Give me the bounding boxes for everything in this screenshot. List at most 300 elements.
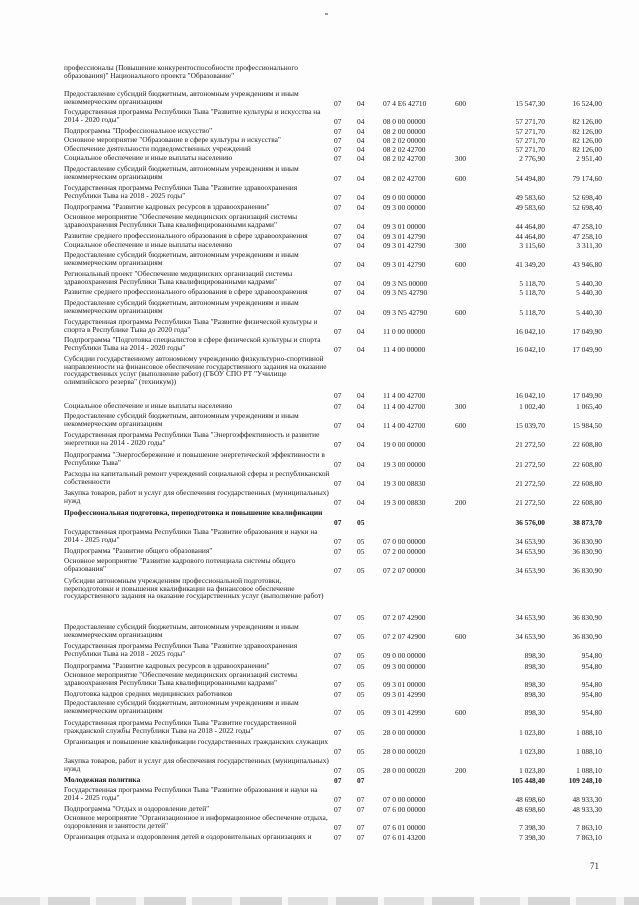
- table-row: [0, 489, 639, 507]
- section-code: 07: [334, 222, 342, 231]
- row-name: Подпрограмма "Подготовка специалистов в сфере физической культуры и спорта Республики Тыва на 2014 - 2020 годы": [64, 335, 321, 352]
- table-row: [0, 108, 639, 126]
- amount-year-1: 7 398,30: [519, 823, 545, 832]
- subsection-code: 07: [357, 795, 365, 804]
- amount-year-2: 15 984,50: [572, 421, 602, 430]
- row-name: Социальное обеспечение и иные выплаты населению: [64, 153, 233, 162]
- subsection-code: 04: [357, 136, 365, 145]
- expense-type-code: 600: [455, 632, 467, 641]
- amount-year-1: 5 118,70: [519, 308, 545, 317]
- section-code: 07: [334, 308, 342, 317]
- target-article-code: 09 3 01 42990: [383, 690, 426, 699]
- row-name: Предоставление субсидий бюджетным, автономным учреждениям и иным некоммерческим организациям: [64, 298, 299, 315]
- table-row: [0, 528, 639, 546]
- table-row: [0, 299, 639, 317]
- target-article-code: 08 2 02 42700: [383, 145, 426, 154]
- target-article-code: 09 3 01 42790: [383, 260, 426, 269]
- row-name: Профессиональная подготовка, переподготовка и повышение квалификации: [64, 508, 323, 517]
- amount-year-1: 49 583,60: [515, 193, 545, 202]
- amount-year-1: 898,30: [524, 651, 545, 660]
- amount-year-1: 57 271,70: [515, 117, 545, 126]
- amount-year-2: 954,80: [581, 690, 602, 699]
- expense-type-code: 300: [455, 241, 467, 250]
- subsection-code: 04: [357, 327, 365, 336]
- target-article-code: 11 4 00 42700: [383, 402, 426, 411]
- target-article-code: 09 3 01 42990: [383, 708, 426, 717]
- section-code: 07: [334, 662, 342, 671]
- section-code: 07: [334, 518, 342, 527]
- target-article-code: 09 3 01 00000: [383, 222, 426, 231]
- target-article-code: 09 3 N5 42790: [383, 288, 428, 297]
- amount-year-1: 21 272,50: [515, 460, 545, 469]
- target-article-code: 19 0 00 00000: [383, 440, 426, 449]
- table-row: [0, 547, 639, 556]
- row-name: Основное мероприятие "Развитие кадрового потенциала системы общего образования": [64, 556, 296, 573]
- subsection-code: 04: [357, 232, 365, 241]
- target-article-code: 09 3 01 42790: [383, 241, 426, 250]
- section-code: 07: [334, 154, 342, 163]
- page-number: 71: [590, 861, 599, 871]
- subsection-code: 04: [357, 241, 365, 250]
- row-name: Основное мероприятие "Организационное и информационное обеспечение отдыха, оздоровления и занятости детей": [64, 813, 328, 830]
- amount-year-2: 36 830,90: [572, 613, 602, 622]
- table-row: [0, 213, 639, 231]
- amount-year-2: 48 933,30: [572, 805, 602, 814]
- expense-type-code: 600: [455, 260, 467, 269]
- amount-year-2: 109 248,10: [568, 776, 602, 785]
- table-row: [0, 719, 639, 737]
- amount-year-2: 17 049,90: [572, 345, 602, 354]
- amount-year-2: 36 830,90: [572, 547, 602, 556]
- row-name: Региональный проект "Обеспечение медицинских организаций системы здравоохранения Республики Тыва квалифицированными кадрами": [64, 269, 293, 286]
- target-article-code: 09 3 01 00000: [383, 680, 426, 689]
- target-article-code: 08 0 00 00000: [383, 117, 426, 126]
- amount-year-2: 52 698,40: [572, 193, 602, 202]
- subsection-code: 05: [357, 537, 365, 546]
- subsection-code: 04: [357, 308, 365, 317]
- expense-type-code: 600: [455, 421, 467, 430]
- amount-year-2: 5 440,30: [576, 308, 602, 317]
- table-row: [0, 318, 639, 336]
- amount-year-2: 22 608,80: [572, 440, 602, 449]
- amount-year-2: 954,80: [581, 708, 602, 717]
- row-name: Предоставление субсидий бюджетным, автономным учреждениям и иным некоммерческим организациям: [64, 164, 299, 181]
- target-article-code: 09 0 00 00000: [383, 651, 426, 660]
- row-name: Государственная программа Республики Тыва "Развитие здравоохранения Республики Тыва на 2018 - 2025 годы": [64, 183, 298, 200]
- row-name: Социальное обеспечение и иные выплаты населению: [64, 240, 233, 249]
- row-name: Основное мероприятие "Обеспечение медицинских организаций системы здравоохранения Республики Тыва квалифицированными кадрами": [64, 212, 298, 229]
- amount-year-1: 15 547,30: [515, 99, 545, 108]
- row-name: Государственная программа Республики Тыва "Развитие здравоохранения Республики Тыва на 2018 - 2025 годы": [64, 641, 298, 658]
- target-article-code: 08 2 02 00000: [383, 136, 426, 145]
- subsection-code: 04: [357, 345, 365, 354]
- table-row: [0, 355, 639, 400]
- target-article-code: 19 3 00 00000: [383, 460, 426, 469]
- target-article-code: 09 3 N5 00000: [383, 279, 428, 288]
- section-code: 07: [334, 440, 342, 449]
- subsection-code: 07: [357, 833, 365, 842]
- amount-year-1: 49 583,60: [515, 203, 545, 212]
- row-name: профессионалы (Повышение конкурентоспособности профессионального образования)" Национального проекта "Образование": [64, 63, 298, 80]
- table-row: [0, 431, 639, 449]
- amount-year-1: 1 002,40: [519, 402, 545, 411]
- section-code: 07: [334, 795, 342, 804]
- expense-type-code: 600: [455, 708, 467, 717]
- amount-year-1: 21 272,50: [515, 479, 545, 488]
- subsection-code: 04: [357, 421, 365, 430]
- amount-year-1: 2 776,90: [519, 154, 545, 163]
- row-name: Основное мероприятие "Образование в сфере культуры и искусства": [64, 135, 281, 144]
- row-name: Предоставление субсидий бюджетным, автономным учреждениям и иным некоммерческим организациям: [64, 622, 299, 639]
- target-article-code: 11 4 00 42700: [383, 391, 426, 400]
- table-row: [0, 814, 639, 832]
- amount-year-2: 79 174,60: [572, 174, 602, 183]
- subsection-code: 04: [357, 479, 365, 488]
- expense-type-code: 600: [455, 99, 467, 108]
- table-row: [0, 776, 639, 785]
- amount-year-2: 1 088,10: [576, 766, 602, 775]
- subsection-code: 05: [357, 566, 365, 575]
- target-article-code: 19 3 00 08830: [383, 479, 426, 488]
- row-name: Развитие среднего профессионального образования в сфере здравоохранения: [64, 231, 308, 240]
- table-row: [0, 90, 639, 108]
- section-code: 07: [334, 566, 342, 575]
- target-article-code: 28 0 00 00020: [383, 747, 426, 756]
- subsection-code: 05: [357, 632, 365, 641]
- target-article-code: 11 4 00 42700: [383, 421, 426, 430]
- amount-year-1: 21 272,50: [515, 440, 545, 449]
- subsection-code: 05: [357, 518, 365, 527]
- table-row: [0, 412, 639, 430]
- row-name: Государственная программа Республики Тыва "Развитие культуры и искусства на 2014 - 2020 годы": [64, 107, 321, 124]
- row-name: Государственная программа Республики Тыва "Развитие государственной гражданской службы Республики Тыва на 2018 - 2022 годы": [64, 718, 297, 735]
- subsection-code: 04: [357, 288, 365, 297]
- table-row: [0, 738, 639, 756]
- section-code: 07: [334, 498, 342, 507]
- amount-year-2: 5 440,30: [576, 279, 602, 288]
- table-row: [0, 699, 639, 717]
- amount-year-1: 57 271,70: [515, 145, 545, 154]
- target-article-code: 07 6 00 00000: [383, 805, 426, 814]
- row-name: Закупка товаров, работ и услуг для обеспечения государственных (муниципальных) нужд: [64, 488, 329, 505]
- table-row: [0, 623, 639, 641]
- target-article-code: 28 0 00 00000: [383, 728, 426, 737]
- section-code: 07: [334, 613, 342, 622]
- subsection-code: 04: [357, 117, 365, 126]
- amount-year-2: 7 863,10: [576, 833, 602, 842]
- section-code: 07: [334, 776, 342, 785]
- amount-year-1: 7 398,30: [519, 833, 545, 842]
- amount-year-1: 898,30: [524, 690, 545, 699]
- table-row: [0, 557, 639, 575]
- amount-year-2: 954,80: [581, 662, 602, 671]
- section-code: 07: [334, 288, 342, 297]
- subsection-code: 07: [357, 805, 365, 814]
- target-article-code: 07 2 07 42900: [383, 632, 426, 641]
- amount-year-1: 5 118,70: [519, 288, 545, 297]
- subsection-code: 04: [357, 154, 365, 163]
- subsection-code: 05: [357, 651, 365, 660]
- scan-mark: [325, 13, 328, 15]
- amount-year-2: 954,80: [581, 680, 602, 689]
- row-name: Расходы на капитальный ремонт учреждений социальной сферы и республиканской собственности: [64, 469, 330, 486]
- amount-year-2: 38 873,70: [572, 518, 602, 527]
- target-article-code: 19 3 00 08830: [383, 498, 426, 507]
- section-code: 07: [334, 391, 342, 400]
- row-name: Предоставление субсидий бюджетным, автономным учреждениям и иным некоммерческим организациям: [64, 411, 299, 428]
- amount-year-2: 7 863,10: [576, 823, 602, 832]
- amount-year-2: 48 933,30: [572, 795, 602, 804]
- subsection-code: 04: [357, 460, 365, 469]
- target-article-code: 07 4 E6 42710: [383, 99, 427, 108]
- table-row: [0, 451, 639, 469]
- section-code: 07: [334, 99, 342, 108]
- amount-year-1: 34 653,90: [515, 613, 545, 622]
- subsection-code: 07: [357, 823, 365, 832]
- section-code: 07: [334, 232, 342, 241]
- section-code: 07: [334, 279, 342, 288]
- section-code: 07: [334, 651, 342, 660]
- amount-year-2: 43 946,80: [572, 260, 602, 269]
- amount-year-2: 3 311,30: [576, 241, 602, 250]
- section-code: 07: [334, 547, 342, 556]
- row-name: Государственная программа Республики Тыва "Развитие образования и науки на 2014 - 2025 годы": [64, 527, 318, 544]
- subsection-code: 04: [357, 145, 365, 154]
- subsection-code: 05: [357, 680, 365, 689]
- expense-type-code: 200: [455, 766, 467, 775]
- amount-year-1: 34 653,90: [515, 547, 545, 556]
- subsection-code: 05: [357, 613, 365, 622]
- row-name: Молодежная политика: [64, 775, 141, 784]
- section-code: 07: [334, 345, 342, 354]
- expense-type-code: 300: [455, 154, 467, 163]
- section-code: 07: [334, 203, 342, 212]
- table-row: [0, 336, 639, 354]
- subsection-code: 04: [357, 203, 365, 212]
- row-name: Подпрограмма "Профессиональное искусство": [64, 126, 213, 135]
- target-article-code: 08 2 02 42700: [383, 154, 426, 163]
- amount-year-1: 34 653,90: [515, 632, 545, 641]
- amount-year-2: 2 951,40: [576, 154, 602, 163]
- section-code: 07: [334, 460, 342, 469]
- row-name: Подпрограмма "Развитие кадровых ресурсов в здравоохранении": [64, 661, 270, 670]
- table-row: [0, 154, 639, 163]
- section-code: 07: [334, 145, 342, 154]
- target-article-code: 07 6 01 43200: [383, 833, 426, 842]
- table-row: [0, 671, 639, 689]
- amount-year-1: 48 698,60: [515, 795, 545, 804]
- section-code: 07: [334, 136, 342, 145]
- section-code: 07: [334, 260, 342, 269]
- row-name: Государственная программа Республики Тыва "Развитие образования и науки на 2014 - 2025 годы": [64, 785, 318, 802]
- amount-year-2: 36 830,90: [572, 632, 602, 641]
- amount-year-2: 22 608,80: [572, 479, 602, 488]
- table-row: [0, 470, 639, 488]
- row-name: Закупка товаров, работ и услуг для обеспечения государственных (муниципальных) нужд: [64, 756, 329, 773]
- target-article-code: 11 4 00 00000: [383, 345, 426, 354]
- subsection-code: 05: [357, 690, 365, 699]
- amount-year-1: 36 576,00: [515, 518, 545, 527]
- table-row: [0, 757, 639, 775]
- table-row: [0, 64, 639, 89]
- row-name: Предоставление субсидий бюджетным, автономным учреждениям и иным некоммерческим организациям: [64, 89, 299, 106]
- target-article-code: 28 0 00 00020: [383, 766, 426, 775]
- section-code: 07: [334, 193, 342, 202]
- row-name: Основное мероприятие "Обеспечение медицинских организаций системы здравоохранения Республики Тыва квалифицированными кадрами": [64, 670, 298, 687]
- row-name: Обеспечение деятельности подведомственных учреждений: [64, 144, 251, 153]
- amount-year-2: 82 126,00: [572, 145, 602, 154]
- subsection-code: 04: [357, 260, 365, 269]
- table-row: [0, 241, 639, 250]
- section-code: 07: [334, 708, 342, 717]
- amount-year-2: 36 830,90: [572, 566, 602, 575]
- amount-year-2: 22 608,80: [572, 498, 602, 507]
- amount-year-1: 57 271,70: [515, 136, 545, 145]
- table-row: [0, 786, 639, 804]
- section-code: 07: [334, 117, 342, 126]
- subsection-code: 05: [357, 708, 365, 717]
- row-name: Развитие среднего профессионального образования в сфере здравоохранения: [64, 287, 308, 296]
- amount-year-2: 1 088,10: [576, 728, 602, 737]
- amount-year-2: 36 830,90: [572, 537, 602, 546]
- amount-year-2: 47 258,10: [572, 232, 602, 241]
- row-name: Подпрограмма "Развитие кадровых ресурсов в здравоохранении": [64, 202, 270, 211]
- target-article-code: 07 2 00 00000: [383, 547, 426, 556]
- section-code: 07: [334, 690, 342, 699]
- subsection-code: 04: [357, 99, 365, 108]
- table-row: [0, 833, 639, 842]
- amount-year-1: 105 448,40: [511, 776, 545, 785]
- table-row: [0, 642, 639, 660]
- amount-year-1: 48 698,60: [515, 805, 545, 814]
- table-row: [0, 288, 639, 297]
- amount-year-2: 954,80: [581, 651, 602, 660]
- row-name: Организация и повышение квалификации государственных гражданских служащих: [64, 737, 329, 746]
- amount-year-1: 1 023,80: [519, 747, 545, 756]
- amount-year-2: 82 126,00: [572, 117, 602, 126]
- section-code: 07: [334, 805, 342, 814]
- table-row: [0, 509, 639, 527]
- amount-year-2: 17 049,90: [572, 391, 602, 400]
- subsection-code: 05: [357, 728, 365, 737]
- amount-year-1: 16 042,10: [515, 391, 545, 400]
- section-code: 07: [334, 680, 342, 689]
- target-article-code: 08 2 00 00000: [383, 127, 426, 136]
- subsection-code: 04: [357, 222, 365, 231]
- target-article-code: 07 6 01 00000: [383, 823, 426, 832]
- amount-year-1: 16 042,10: [515, 327, 545, 336]
- table-row: [0, 402, 639, 411]
- amount-year-1: 898,30: [524, 708, 545, 717]
- row-name: Субсидии государственному автономному учреждению физкультурно-спортивной направленности на финансовое обеспечение государственного задания на оказание государственных услуг (выполнение работ) (ГБОУ СПО РТ "Училище олимпийского резерва" (техникум)): [64, 354, 327, 386]
- amount-year-1: 3 115,60: [519, 241, 545, 250]
- subsection-code: 04: [357, 127, 365, 136]
- row-name: Подпрограмма "Отдых и оздоровление детей": [64, 804, 210, 813]
- section-code: 07: [334, 747, 342, 756]
- section-code: 07: [334, 479, 342, 488]
- amount-year-1: 41 349,20: [515, 260, 545, 269]
- section-code: 07: [334, 728, 342, 737]
- section-code: 07: [334, 421, 342, 430]
- amount-year-1: 898,30: [524, 662, 545, 671]
- amount-year-1: 5 118,70: [519, 279, 545, 288]
- table-row: [0, 251, 639, 269]
- target-article-code: 07 0 00 00000: [383, 537, 426, 546]
- table-row: [0, 203, 639, 212]
- amount-year-1: 15 039,70: [515, 421, 545, 430]
- amount-year-2: 22 608,80: [572, 460, 602, 469]
- row-name: Предоставление субсидий бюджетным, автономным учреждениям и иным некоммерческим организациям: [64, 698, 299, 715]
- amount-year-2: 52 698,40: [572, 203, 602, 212]
- section-code: 07: [334, 174, 342, 183]
- section-code: 07: [334, 632, 342, 641]
- amount-year-1: 16 042,10: [515, 345, 545, 354]
- scan-edge: [0, 897, 639, 905]
- table-row: [0, 270, 639, 288]
- row-name: Подготовка кадров средних медицинских работников: [64, 689, 233, 698]
- subsection-code: 04: [357, 279, 365, 288]
- amount-year-2: 47 258,10: [572, 222, 602, 231]
- amount-year-1: 21 272,50: [515, 498, 545, 507]
- amount-year-1: 34 653,90: [515, 566, 545, 575]
- target-article-code: 07 2 07 00000: [383, 566, 426, 575]
- row-name: Подпрограмма "Энергосбережение и повышение энергетической эффективности в Республике Тыва": [64, 450, 325, 467]
- row-name: Социальное обеспечение и иные выплаты населению: [64, 401, 233, 410]
- subsection-code: 04: [357, 402, 365, 411]
- target-article-code: 08 2 02 42700: [383, 174, 426, 183]
- target-article-code: 09 0 00 00000: [383, 193, 426, 202]
- amount-year-1: 54 494,80: [515, 174, 545, 183]
- subsection-code: 05: [357, 766, 365, 775]
- amount-year-1: 44 464,80: [515, 232, 545, 241]
- amount-year-1: 898,30: [524, 680, 545, 689]
- amount-year-2: 82 126,00: [572, 127, 602, 136]
- target-article-code: 09 3 00 00000: [383, 203, 426, 212]
- amount-year-2: 17 049,90: [572, 327, 602, 336]
- section-code: 07: [334, 127, 342, 136]
- target-article-code: 07 2 07 42900: [383, 613, 426, 622]
- subsection-code: 05: [357, 662, 365, 671]
- section-code: 07: [334, 823, 342, 832]
- section-code: 07: [334, 833, 342, 842]
- amount-year-1: 34 653,90: [515, 537, 545, 546]
- row-name: Субсидии автономным учреждениям профессиональной подготовки, переподготовки и повышения квалификации на финансовое обеспечение государственного задания на оказание государственных услуг (выполнение работ): [64, 576, 324, 601]
- target-article-code: 11 0 00 00000: [383, 327, 426, 336]
- subsection-code: 07: [357, 776, 365, 785]
- expense-type-code: 200: [455, 498, 467, 507]
- table-row: [0, 165, 639, 183]
- amount-year-2: 16 524,00: [572, 99, 602, 108]
- amount-year-1: 57 271,70: [515, 127, 545, 136]
- subsection-code: 04: [357, 391, 365, 400]
- subsection-code: 04: [357, 440, 365, 449]
- amount-year-2: 5 440,30: [576, 288, 602, 297]
- section-code: 07: [334, 766, 342, 775]
- row-name: Государственная программа Республики Тыва "Развитие физической культуры и спорта в Республике Тыва до 2020 года": [64, 317, 318, 334]
- target-article-code: 09 3 N5 42790: [383, 308, 428, 317]
- expense-type-code: 300: [455, 402, 467, 411]
- expense-type-code: 600: [455, 174, 467, 183]
- amount-year-1: 1 023,80: [519, 728, 545, 737]
- target-article-code: 09 3 01 42790: [383, 232, 426, 241]
- section-code: 07: [334, 241, 342, 250]
- row-name: Организация отдыха и оздоровления детей в оздоровительных организациях и: [64, 832, 312, 841]
- table-row: [0, 577, 639, 622]
- subsection-code: 04: [357, 193, 365, 202]
- subsection-code: 05: [357, 547, 365, 556]
- target-article-code: 07 0 00 00000: [383, 795, 426, 804]
- row-name: Государственная программа Республики Тыва "Энергоэффективность и развитие энергетики на 2014 - 2020 годы": [64, 430, 320, 447]
